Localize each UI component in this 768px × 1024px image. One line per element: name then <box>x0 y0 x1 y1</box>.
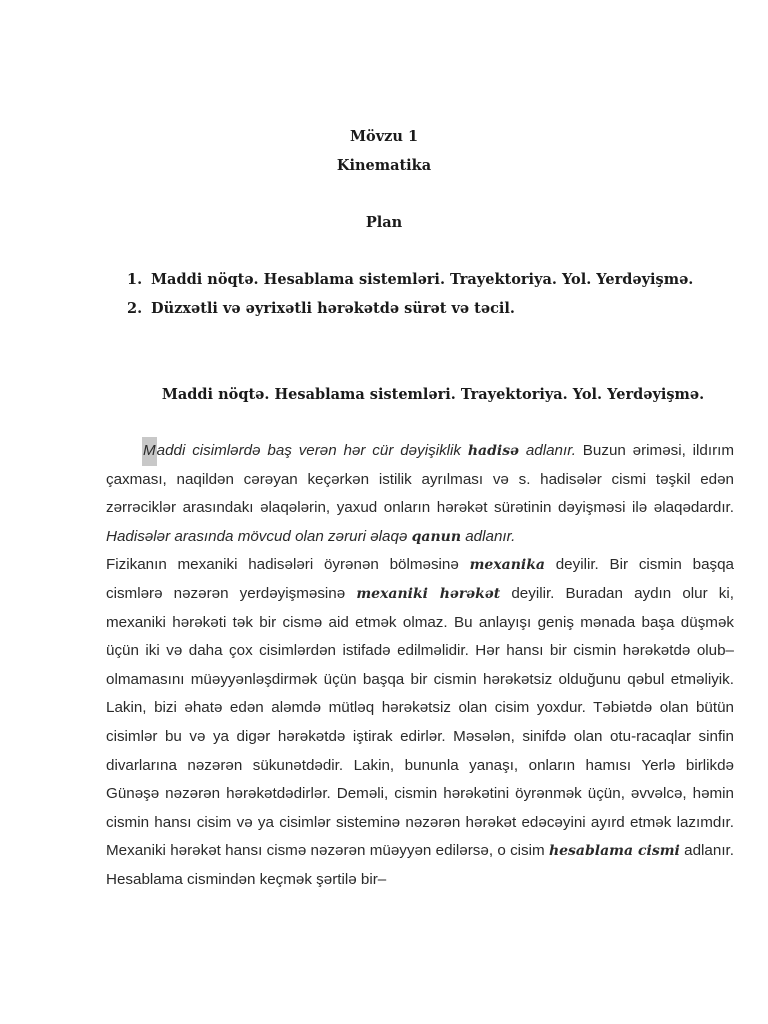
text-run: Hadisələr arasında mövcud olan zəruri əlaqə <box>106 527 412 545</box>
plan-item-number: 2. <box>127 300 143 317</box>
plan-item <box>127 271 693 288</box>
body-text <box>106 437 734 895</box>
paragraph <box>106 551 734 894</box>
plan-item-text: Düzxətli və əyrixətli hərəkətdə sürət və təcil. <box>151 300 515 317</box>
term-hadise: hadisə <box>467 443 519 459</box>
text-run: deyilir. Buradan aydın olur ki, mexaniki hərəkəti tək bir cismə aid etmək olmaz. Bu anlayışı geniş mənada başa düşmək üçün iki və daha çox cisimlərdən istifadə edilməlidir. Hər hansı bir cismin hərəkətdə olub–olmamasını müəyyənləşdirmək üçün başqa bir cismin hərəkətsiz olduğunu qəbul etməliyik. Lakin, bizi əhatə edən aləmdə mütləq hərəkətsiz olan cisim yoxdur. Təbiətdə olan bütün cisimlər bu və ya digər hərəkətdə iştirak edirlər. Məsələn, sinifdə olan otu-racaqlar sinfin divarlarına nəzərən sükunətdədir. Lakin, bununla yanaşı, onların hamısı Yerlə birlikdə Günəşə nəzərən hərəkətdədirlər. Deməli, cismin hərəkətini öyrənmək üçün, əvvəlcə, həmin cismin hansı cisim və ya cisimlər sisteminə nəzərən hərəkət edəcəyini ayırd etmək lazımdır. Mexaniki hərəkət hansı cismə nəzərən müəyyən edilərsə, o cisim <box>106 584 734 860</box>
plan-item <box>127 300 515 317</box>
plan-item-number: 1. <box>127 271 143 288</box>
term-mexaniki-hereket: mexaniki hərəkət <box>356 585 501 602</box>
text-run: Buzun əriməsi, ildırım çaxması, naqildən cərəyan keçərkən istilik ayrılması və s. hadisələr cismi təşkil edən zərrəciklər arasındakı əlaqələrin, yaxud onların hərəkət sürətinin dəyişməsi ilə əlaqədardır. <box>106 442 734 517</box>
text-run: adlanır. Hesablama cismindən keçmək şərtilə bir– <box>106 842 734 888</box>
text-run: deyilir. Bir cismin başqa cismlərə nəzərən yerdəyişməsinə <box>106 556 734 602</box>
plan-label: Plan <box>365 214 403 231</box>
section-heading: Maddi nöqtə. Hesablama sistemləri. Trayektoriya. Yol. Yerdəyişmə. <box>161 386 705 403</box>
term-qanun: qanun <box>411 528 462 545</box>
text-run: Fizikanın mexaniki hadisələri öyrənən bölməsinə <box>106 556 470 574</box>
text-cursor-selection[interactable]: M <box>142 437 157 466</box>
term-mexanika: mexanika <box>469 557 545 574</box>
plan-item-text: Maddi nöqtə. Hesablama sistemləri. Trayektoriya. Yol. Yerdəyişmə. <box>151 271 694 288</box>
topic-title: Mövzu 1 <box>349 128 419 145</box>
text-run: adlanır. <box>461 527 516 545</box>
term-hesablama-cismi: hesablama cismi <box>548 843 680 860</box>
text-run: addi cisimlərdə baş verən hər cür dəyişiklik <box>156 442 468 459</box>
text-run: adlanır. <box>519 442 576 459</box>
paragraph <box>106 437 734 551</box>
subject-title: Kinematika <box>336 157 432 174</box>
